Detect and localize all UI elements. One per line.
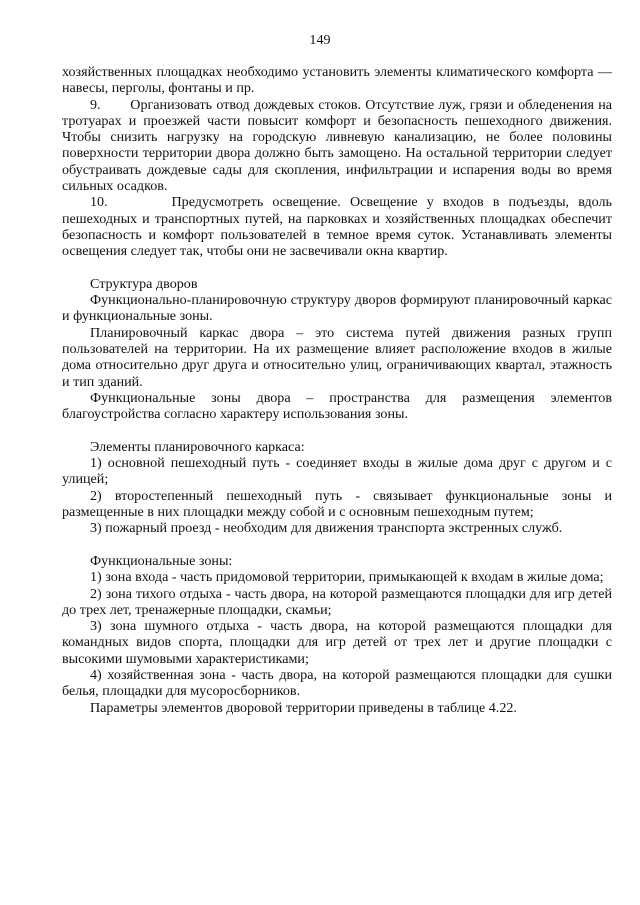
paragraph-climate-comfort: хозяйственных площадках необходимо установить элементы климатического комфорта — навесы, перголы, фонтаны и пр. (62, 64, 612, 97)
page-body (62, 64, 612, 716)
paragraph-functional-structure: Функционально-планировочную структуру дворов формируют планировочный каркас и функциональные зоны. (62, 292, 612, 325)
paragraph-table-reference: Параметры элементов дворовой территории приведены в таблице 4.22. (90, 699, 517, 716)
list-item-utility-zone: 4) хозяйственная зона - часть двора, на которой размещаются площадки для сушки белья, площадки для мусоросборников. (62, 666, 612, 700)
list-item-fire-passage: 3) пожарный проезд - необходим для движения транспорта экстренных служб. (90, 520, 563, 537)
list-item-quiet-zone: 2) зона тихого отдыха - часть двора, на которой размещаются площадки для игр детей до трех лет, тренажерные площадки, скамьи; (62, 585, 612, 618)
list-item-secondary-path: 2) второстепенный пешеходный путь - связывает функциональные зоны и размещенные в них площадки между собой и с основным пешеходным путем; (62, 487, 612, 521)
list-item-noisy-zone: 3) зона шумного отдыха - часть двора, на которой размещаются площадки для командных видов спорта, площадки для игр детей от трех лет и другие площадки с высокими шумовыми характеристиками; (62, 618, 612, 667)
list-item-entrance-zone: 1) зона входа - часть придомовой территории, примыкающей к входам в жилые дома; (90, 569, 604, 586)
list-heading-framework-elements: Элементы планировочного каркаса: (90, 438, 305, 455)
paragraph-functional-zones-definition: Функциональные зоны двора – пространства для размещения элементов благоустройства согласно характеру использования зоны. (62, 389, 612, 423)
paragraph-item-10-lighting: 10. Предусмотреть освещение. Освещение у входов в подъезды, вдоль пешеходных и транспортных путей, на парковках и хозяйственных площадках обеспечит безопасность и комфорт пользователей в темное время суток. Устанавливать элементы освещения следует так, чтобы они не засвечивали окна квартир. (62, 194, 612, 260)
page-number: 149 (309, 32, 331, 48)
paragraph-item-9-drainage: 9. Организовать отвод дождевых стоков. Отсутствие луж, грязи и обледенения на тротуарах и проезжей части повысит комфорт и безопасность пешеходного движения. Чтобы снизить нагрузку на городскую ливневую канализацию, не более половины поверхности территории двора должно быть замощено. На остальной территории следует обустраивать дождевые сады для скопления, инфильтрации и испарения воды во время сильных осадков. (62, 96, 612, 195)
section-heading-yard-structure: Структура дворов (90, 275, 198, 292)
list-heading-functional-zones: Функциональные зоны: (90, 552, 233, 569)
paragraph-planning-framework: Планировочный каркас двора – это система путей движения разных групп пользователей на территории. На их размещение влияет расположение входов в жилые дома относительно друг друга и относительно улиц, ограничивающих квартал, этажность и тип зданий. (62, 324, 612, 390)
list-item-main-path: 1) основной пешеходный путь - соединяет входы в жилые дома друг с другом и с улицей; (62, 455, 612, 488)
